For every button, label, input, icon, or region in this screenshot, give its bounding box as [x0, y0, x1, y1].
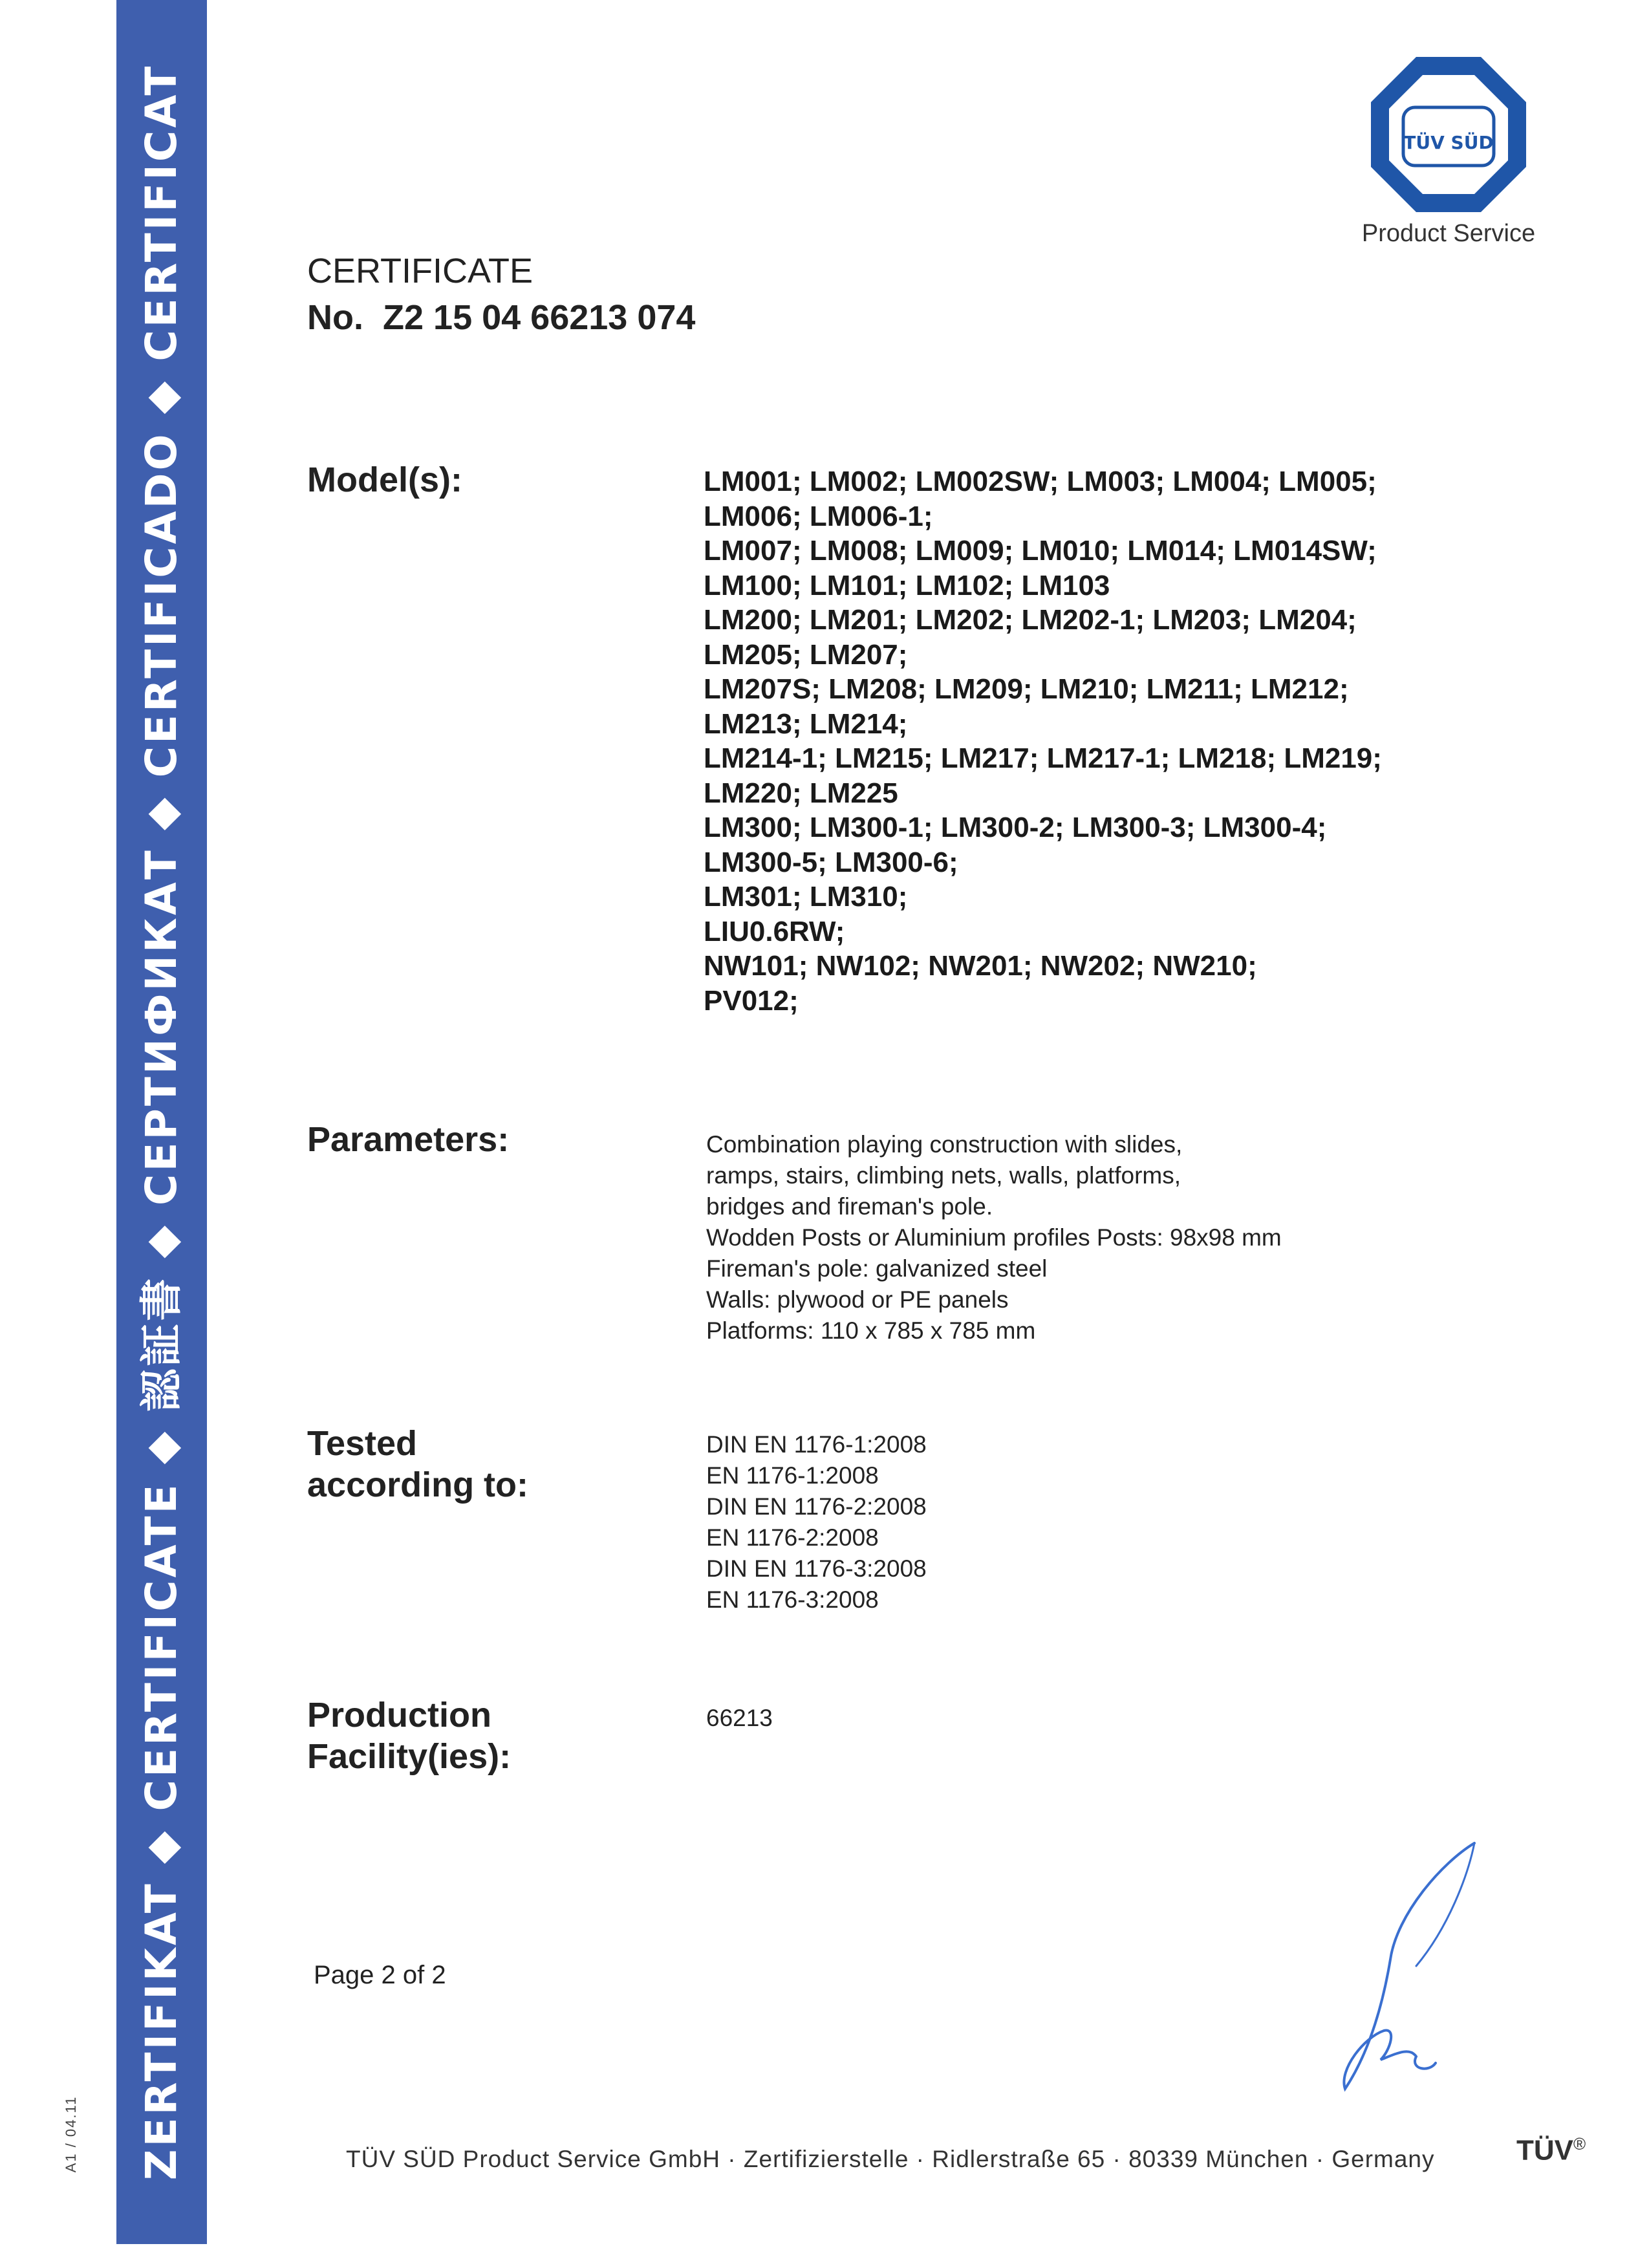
certificate-number-value: Z2 15 04 66213 074 — [383, 298, 696, 337]
model-line: LM300; LM300-1; LM300-2; LM300-3; LM300-4; — [704, 812, 1327, 843]
certificate-number — [307, 297, 695, 338]
tested-label-line1: Tested — [307, 1424, 418, 1463]
model-line: LM207S; LM208; LM209; LM210; LM211; LM212; — [704, 673, 1349, 705]
models-list — [704, 464, 1382, 1018]
footer-logo-text: TÜV — [1516, 2134, 1573, 2166]
logo-caption: Product Service — [1361, 220, 1536, 247]
model-line: LM200; LM201; LM202; LM202-1; LM203; LM204; — [704, 604, 1357, 636]
signature-stroke — [1416, 1843, 1474, 1966]
model-line: LM300-5; LM300-6; — [704, 846, 958, 878]
model-line: NW101; NW102; NW201; NW202; NW210; — [704, 950, 1257, 982]
parameters-label: Parameters: — [307, 1120, 510, 1159]
signature — [1319, 1837, 1500, 2095]
model-line: LM220; LM225 — [704, 777, 898, 809]
model-line: LM006; LM006-1; — [704, 500, 933, 532]
form-code: A1 / 04.11 — [63, 2095, 79, 2173]
tuv-sud-logo — [1371, 57, 1526, 212]
production-label-line1: Production — [307, 1696, 491, 1734]
parameters-list — [706, 1129, 1282, 1346]
model-line: LM001; LM002; LM002SW; LM003; LM004; LM005; — [704, 466, 1377, 497]
signature-stroke — [1344, 1843, 1474, 2089]
footer-address: TÜV SÜD Product Service GmbH · Zertifizierstelle · Ridlerstraße 65 · 80339 München · Germany — [346, 2146, 1435, 2172]
standard-line: EN 1176-2:2008 — [706, 1524, 879, 1551]
model-line: LM301; LM310; — [704, 881, 908, 913]
certificate-number-label: No. — [307, 298, 363, 337]
model-line: LM213; LM214; — [704, 707, 908, 740]
production-facility-value: 66213 — [706, 1705, 773, 1731]
standard-line: EN 1176-1:2008 — [706, 1462, 879, 1489]
production-label-line2: Facility(ies): — [307, 1737, 512, 1776]
footer-tuv-logo — [1516, 2134, 1586, 2167]
tested-label-line2: according to: — [307, 1465, 529, 1504]
parameter-line: Platforms: 110 x 785 x 785 mm — [706, 1317, 1036, 1344]
standard-line: DIN EN 1176-2:2008 — [706, 1493, 927, 1520]
model-line: LM205; LM207; — [704, 638, 908, 671]
certificate-title: CERTIFICATE — [307, 252, 534, 290]
side-band-text: ZERTIFIKAT ◆ CERTIFICATE ◆ 認証書 ◆ СЕРТИФИКАТ ◆ CERTIFICADO ◆ CERTIFICAT — [136, 63, 186, 2181]
standard-line: DIN EN 1176-3:2008 — [706, 1555, 927, 1582]
model-line: LIU0.6RW; — [704, 915, 845, 947]
logo-wordmark: TÜV SÜD — [1403, 132, 1494, 153]
parameter-line: Walls: plywood or PE panels — [706, 1286, 1009, 1313]
parameter-line: Wodden Posts or Aluminium profiles Posts: 98x98 mm — [706, 1224, 1282, 1251]
registered-mark: ® — [1573, 2134, 1586, 2154]
production-label — [307, 1694, 511, 1777]
model-line: LM007; LM008; LM009; LM010; LM014; LM014SW; — [704, 535, 1377, 567]
tested-label — [307, 1423, 528, 1506]
standard-line: DIN EN 1176-1:2008 — [706, 1431, 927, 1458]
model-line: LM214-1; LM215; LM217; LM217-1; LM218; LM219; — [704, 742, 1382, 774]
parameter-line: Combination playing construction with slides, — [706, 1131, 1183, 1158]
parameter-line: bridges and fireman's pole. — [706, 1193, 993, 1220]
standards-list — [706, 1429, 927, 1615]
page-number: Page 2 of 2 — [314, 1961, 446, 1989]
standard-line: EN 1176-3:2008 — [706, 1586, 879, 1613]
models-label: Model(s): — [307, 460, 462, 499]
model-line: LM100; LM101; LM102; LM103 — [704, 569, 1110, 601]
parameter-line: ramps, stairs, climbing nets, walls, platforms, — [706, 1162, 1181, 1189]
model-line: PV012; — [704, 984, 799, 1017]
parameter-line: Fireman's pole: galvanized steel — [706, 1255, 1048, 1282]
